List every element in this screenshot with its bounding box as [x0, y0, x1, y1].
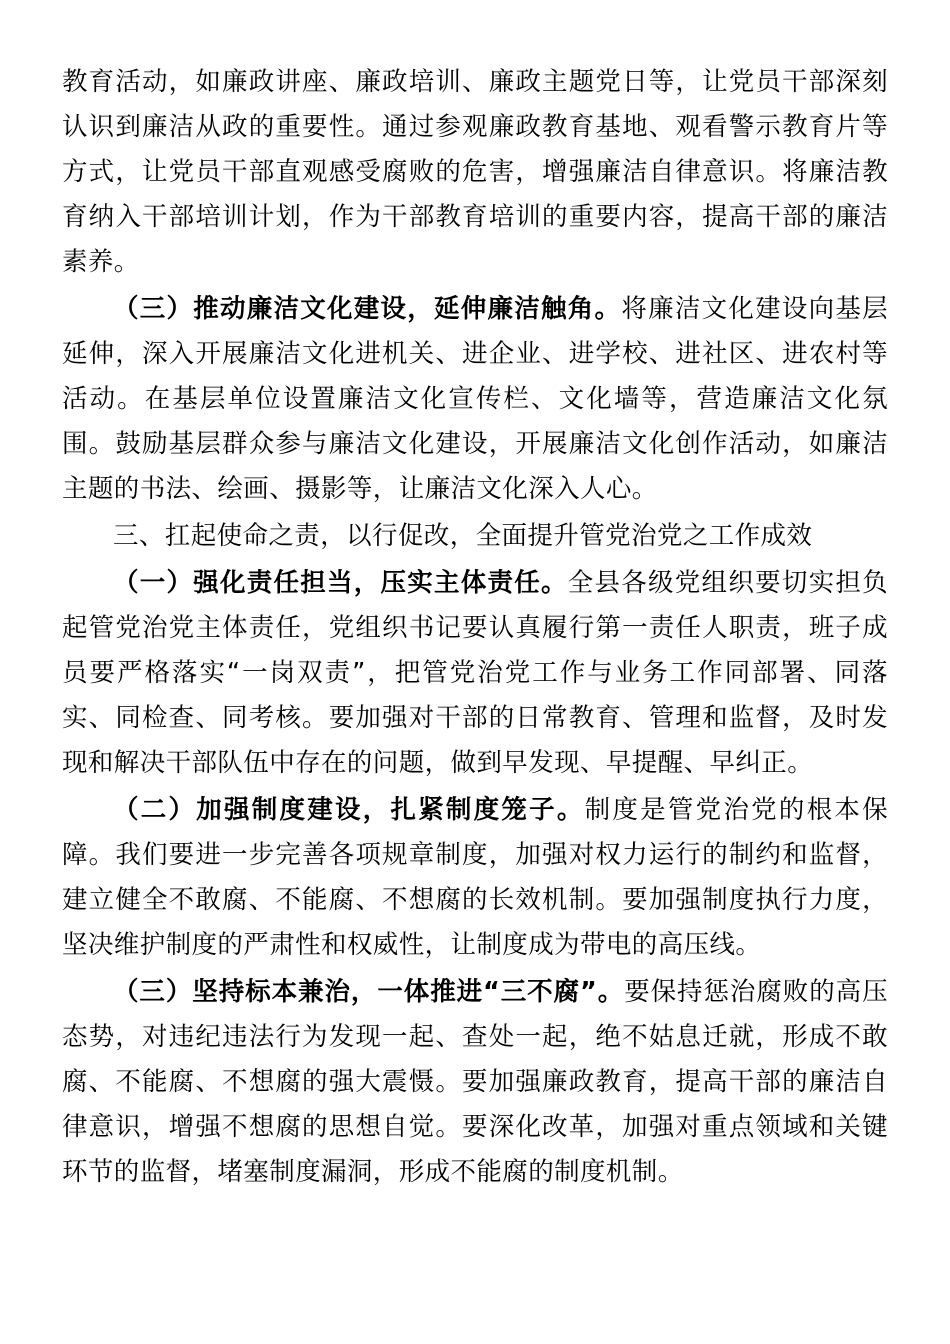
paragraph-item-2: [62, 788, 888, 968]
section-heading-three: [62, 514, 888, 559]
paragraph-lead-label: （一）强化责任担当，压实主体责任。: [113, 568, 568, 598]
section-heading-text: 三、扛起使命之责，以行促改，全面提升管党治党之工作成效: [113, 521, 813, 551]
paragraph-lead-label: （三）推动廉洁文化建设，延伸廉洁触角。: [113, 294, 622, 324]
paragraph-text: 教育活动，如廉政讲座、廉政培训、廉政主题党日等，让党员干部深刻认识到廉洁从政的重要性。通过参观廉政教育基地、观看警示教育片等方式，让党员干部直观感受腐败的危害，增强廉洁自律意识。将廉洁教育纳入干部培训计划，作为干部教育培训的重要内容，提高干部的廉洁素养。: [62, 67, 888, 277]
paragraph-text: 要保持惩治腐败的高压态势，对违纪违法行为发现一起、查处一起，绝不姑息迁就，形成不敢腐、不能腐、不想腐的强大震慑。要加强廉政教育，提高干部的廉洁自律意识，增强不想腐的思想自觉。要深化改革，加强对重点领域和关键环节的监督，堵塞制度漏洞，形成不能腐的制度机制。: [62, 977, 888, 1187]
paragraph-item-3: [62, 970, 888, 1195]
document-body: [62, 60, 888, 1195]
paragraph-text: 制度是管党治党的根本保障。我们要进一步完善各项规章制度，加强对权力运行的制约和监督，建立健全不敢腐、不能腐、不想腐的长效机制。要加强制度执行力度，坚决维护制度的严肃性和权威性，让制度成为带电的高压线。: [62, 795, 888, 960]
paragraph-section-3: [62, 287, 888, 512]
paragraph-lead-label: （二）加强制度建设，扎紧制度笼子。: [113, 795, 585, 825]
paragraph-text: 全县各级党组织要切实担负起管党治党主体责任，党组织书记要认真履行第一责任人职责，班子成员要严格落实“一岗双责”，把管党治党工作与业务工作同部署、同落实、同检查、同考核。要加强对干部的日常教育、管理和监督，及时发现和解决干部队伍中存在的问题，做到早发现、早提醒、早纠正。: [62, 568, 888, 778]
paragraph-item-1: [62, 561, 888, 786]
paragraph-text: 将廉洁文化建设向基层延伸，深入开展廉洁文化进机关、进企业、进学校、进社区、进农村等活动。在基层单位设置廉洁文化宣传栏、文化墙等，营造廉洁文化氛围。鼓励基层群众参与廉洁文化建设，开展廉洁文化创作活动，如廉洁主题的书法、绘画、摄影等，让廉洁文化深入人心。: [62, 294, 888, 504]
paragraph-lead-label: （三）坚持标本兼治，一体推进“三不腐”。: [113, 977, 625, 1007]
paragraph-continuation: [62, 60, 888, 285]
